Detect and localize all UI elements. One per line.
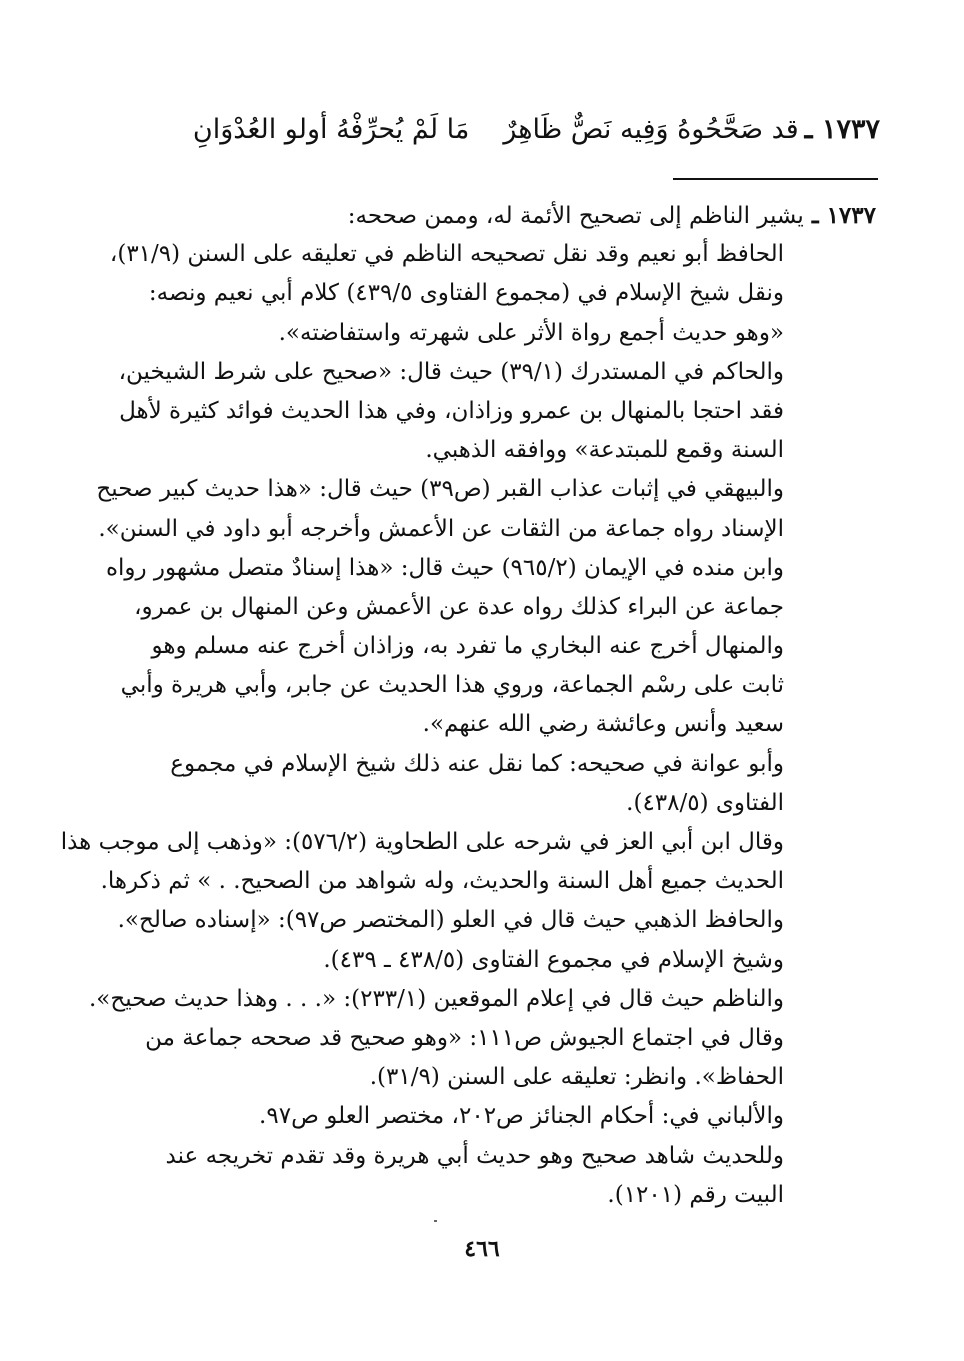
footnote-line: الحفاظ». وانظر: تعليقه على السنن (٣١/٩). — [369, 1064, 784, 1091]
footnote-number: ١٧٣٧ ـ — [811, 202, 876, 229]
footnote-line: ثابت على رسْم الجماعة، وروي هذا الحديث عن جابر، وأبي هريرة وأبي — [120, 672, 784, 699]
footnote-line: والبيهقي في إثبات عذاب القبر (ص٣٩) حيث قال: «هذا حديث كبير صحيح — [96, 476, 784, 503]
footnote-line: جماعة عن البراء كذلك رواه عدة عن الأعمش وعن المنهال بن عمرو، — [134, 593, 784, 620]
page-number: ٤٦٦ — [464, 1236, 500, 1262]
footnote-line: سعيد وأنس وعائشة رضي الله عنهم». — [422, 711, 784, 738]
footnote-line: والحاكم في المستدرك (٣٩/١) حيث قال: «صحيح على شرط الشيخين، — [118, 358, 784, 385]
footnote-line: وأبو عوانة في صحيحه: كما نقل عنه ذلك شيخ الإسلام في مجموع — [170, 750, 784, 777]
footnote-line: وشيخ الإسلام في مجموع الفتاوى (٤٣٨/٥ ـ ٤٣٩). — [323, 946, 784, 973]
footnote-first-line — [100, 196, 876, 235]
footnote-line: السنة وقمع للمبتدعة» ووافقه الذهبي. — [425, 437, 784, 464]
footnote-line: «وهو حديث أجمع رواة الأثر على شهرته واستفاضته». — [278, 319, 784, 346]
footnote-line: الفتاوى (٤٣٨/٥). — [626, 789, 784, 816]
footnote-line: الحافظ أبو نعيم وقد نقل تصحيحه الناظم في تعليقه على السنن (٣١/٩)، — [109, 241, 784, 268]
verse-first-hemistich: قد صَحَّحُوهُ وَفِيه نَصٌّ ظَاهِرٌ — [503, 113, 799, 145]
footnote-separator — [673, 178, 878, 180]
footnote-line: والناظم حيث قال في إعلام الموقعين (٢٣٣/١): «. . . وهذا حديث صحيح». — [88, 985, 784, 1012]
print-speck — [434, 1220, 437, 1222]
verse-second-hemistich: مَا لَمْ يُحرِّفْهُ أولو العُدْوَانِ — [192, 113, 470, 145]
footnote-line: والمنهال أخرج عنه البخاري ما تفرد به، وزاذان أخرج عنه مسلم وهو — [151, 633, 784, 660]
footnote-line: والألباني في: أحكام الجنائز ص٢٠٢، مختصر العلو ص٩٧. — [259, 1103, 784, 1130]
verse-number: ١٧٣٧ ـ — [804, 113, 880, 145]
footnote-line: ونقل شيخ الإسلام في (مجموع الفتاوى ٤٣٩/٥) كلام أبي نعيم ونصه: — [148, 280, 784, 307]
footnote-line: وابن منده في الإيمان (٩٦٥/٢) حيث قال: «هذا إسنادٌ متصل مشهور رواه — [105, 554, 784, 581]
footnote-line: فقد احتجا بالمنهال بن عمرو وزاذان، وفي هذا الحديث فوائد كثيرة لأهل — [119, 397, 784, 424]
footnote-line: الإسناد رواه جماعة من الثقات عن الأعمش وأخرجه أبو داود في السنن». — [98, 515, 784, 542]
footnote-intro-text: يشير الناظم إلى تصحيح الأئمة له، وممن صححه: — [347, 203, 804, 229]
footnote-line: وقال ابن أبي العز في شرحه على الطحاوية (٥٧٦/٢): «وذهب إلى موجب هذا — [60, 829, 784, 855]
footnote-line: والحافظ الذهبي حيث قال في العلو (المختصر ص٩٧): «إسناده صالح». — [117, 907, 784, 934]
footnote-line: وقال في اجتماع الجيوش ص١١١: «وهو صحيح قد صححه جماعة من — [145, 1024, 784, 1051]
footnote-block — [60, 196, 876, 1215]
footnote-line: البيت رقم (١٢٠١). — [607, 1181, 784, 1208]
footnote-line: الحديث جميع أهل السنة والحديث، وله شواهد من الصحيح. . » ثم ذكرها. — [100, 868, 784, 895]
poem-verse — [70, 104, 880, 154]
footnote-line: وللحديث شاهد صحيح وهو حديث أبي هريرة وقد تقدم تخريجه عند — [165, 1142, 784, 1169]
